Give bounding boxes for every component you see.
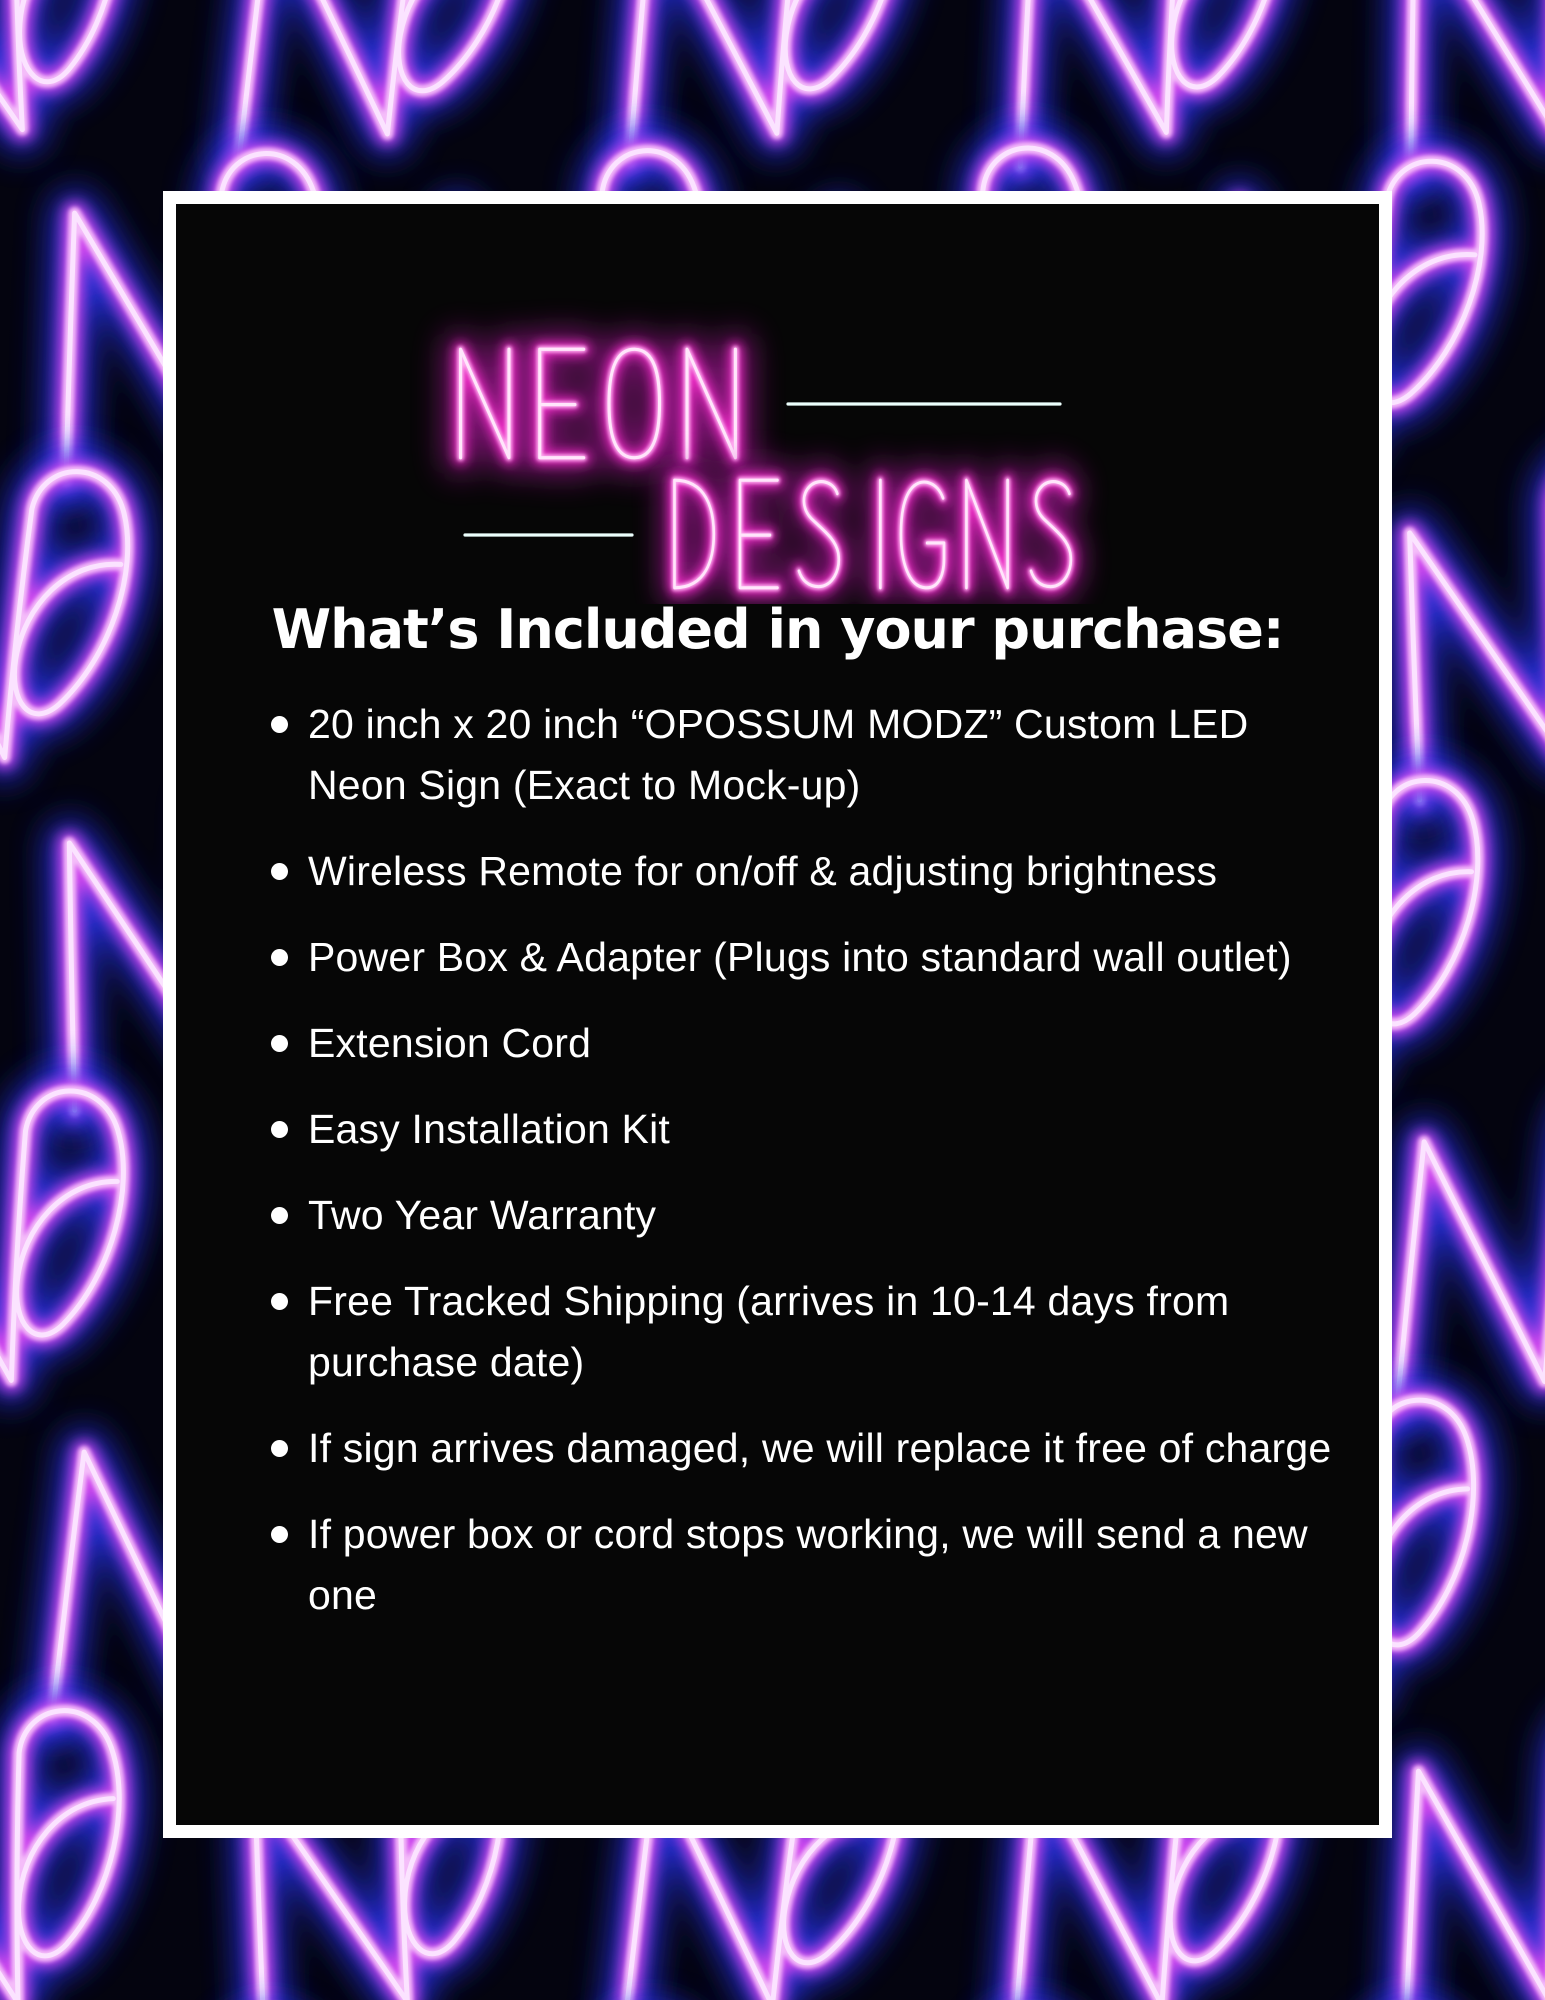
bullet-dot xyxy=(271,863,288,880)
list-item-text: Two Year Warranty xyxy=(308,1192,657,1238)
neon-designs-logo xyxy=(176,204,1379,604)
included-list xyxy=(176,694,1379,1626)
logo-word-designs xyxy=(674,480,1070,588)
logo-word-neon xyxy=(461,349,736,457)
list-item xyxy=(271,1099,1379,1160)
bullet-dot xyxy=(271,1207,288,1224)
bullet-dot xyxy=(271,949,288,966)
list-item-text: Power Box & Adapter (Plugs into standard wall outlet) xyxy=(308,934,1292,980)
list-item xyxy=(271,1418,1379,1479)
bullet-dot xyxy=(271,1526,288,1543)
list-item-text: Easy Installation Kit xyxy=(308,1106,670,1152)
bullet-dot xyxy=(271,1035,288,1052)
list-item-text: Extension Cord xyxy=(308,1020,592,1066)
list-item xyxy=(271,1185,1379,1246)
bullet-dot xyxy=(271,716,288,733)
list-item-text: 20 inch x 20 inch “OPOSSUM MODZ” Custom LED Neon Sign (Exact to Mock-up) xyxy=(308,701,1249,808)
bullet-dot xyxy=(271,1293,288,1310)
list-item xyxy=(271,694,1379,816)
list-item-text: Free Tracked Shipping (arrives in 10-14 days from purchase date) xyxy=(308,1278,1230,1385)
bullet-dot xyxy=(271,1440,288,1457)
list-item-text: If sign arrives damaged, we will replace it free of charge xyxy=(308,1425,1332,1471)
list-item xyxy=(271,927,1379,988)
list-item xyxy=(271,1013,1379,1074)
list-item xyxy=(271,1504,1379,1626)
list-item-text: If power box or cord stops working, we will send a new one xyxy=(308,1511,1308,1618)
list-item xyxy=(271,841,1379,902)
list-item xyxy=(271,1271,1379,1393)
bullet-dot xyxy=(271,1121,288,1138)
list-item-text: Wireless Remote for on/off & adjusting brightness xyxy=(308,848,1218,894)
page-title: What’s Included in your purchase: xyxy=(271,598,1284,661)
info-card xyxy=(163,191,1392,1838)
